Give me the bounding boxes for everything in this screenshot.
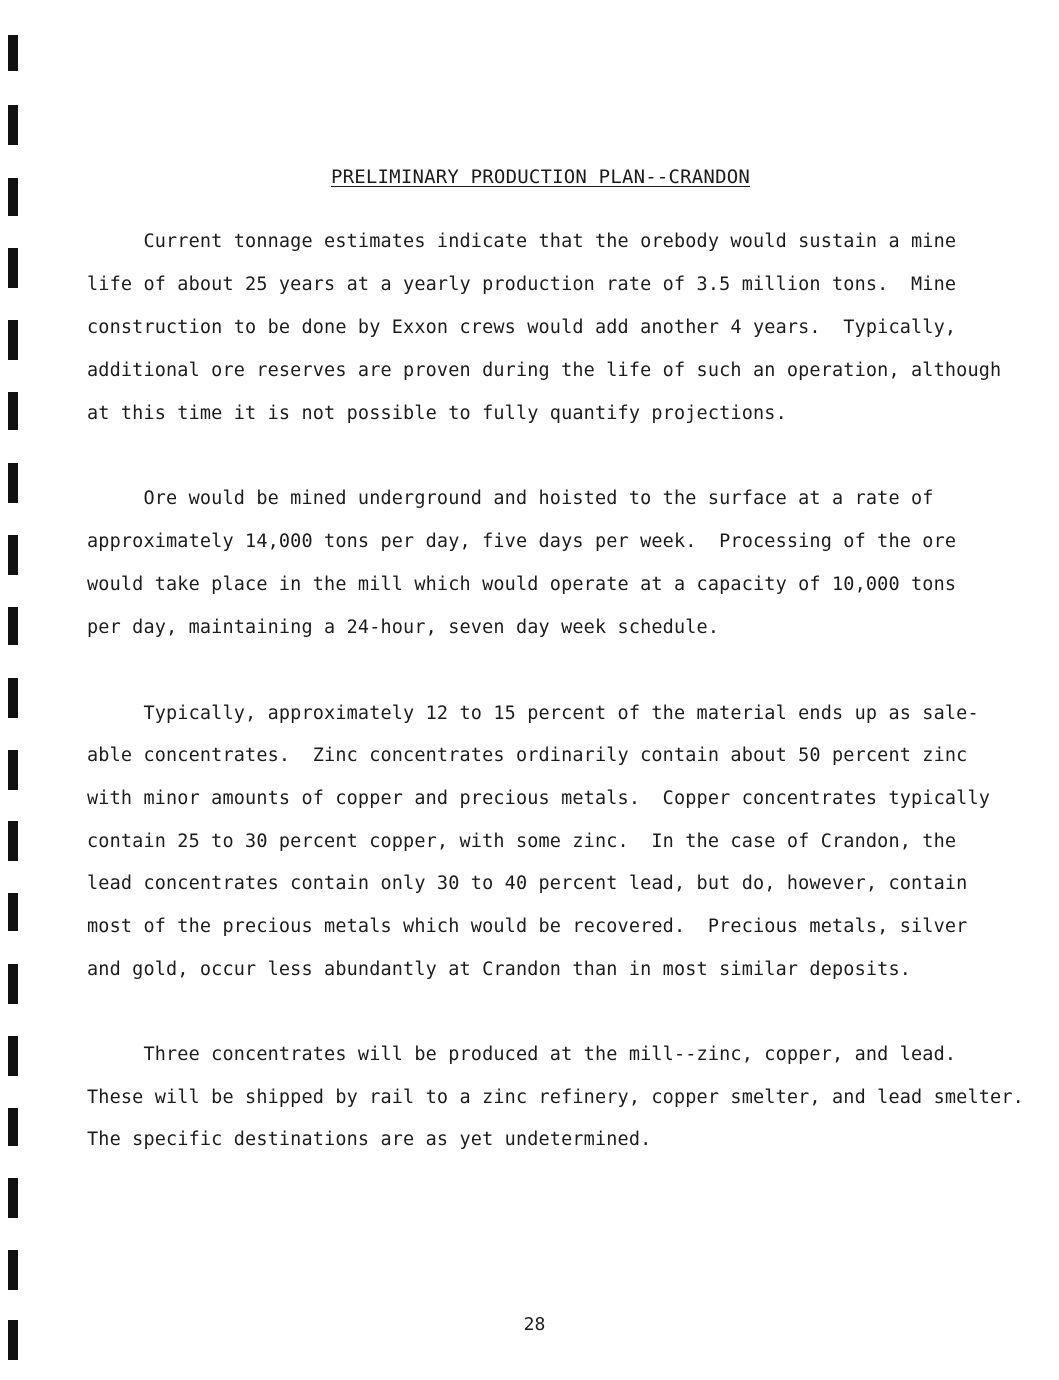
- binding-mark: [8, 1108, 18, 1146]
- text-line: Current tonnage estimates indicate that the orebody would sustain a mine: [87, 231, 957, 252]
- binding-mark: [8, 821, 18, 861]
- text-line: additional ore reserves are proven during the life of such an operation, although: [87, 360, 1002, 381]
- binding-mark: [8, 678, 18, 718]
- binding-mark: [8, 320, 18, 360]
- text-line: Three concentrates will be produced at the mill--zinc, copper, and lead.: [87, 1044, 957, 1065]
- binding-mark: [8, 750, 18, 790]
- text-line: able concentrates. Zinc concentrates ordinarily contain about 50 percent zinc: [87, 745, 968, 766]
- page-number: 28: [523, 1314, 546, 1335]
- binding-mark: [8, 105, 18, 145]
- binding-mark: [8, 964, 18, 1004]
- binding-mark: [8, 1178, 18, 1218]
- binding-mark: [8, 535, 18, 575]
- text-line: lead concentrates contain only 30 to 40 percent lead, but do, however, contain: [87, 873, 968, 894]
- binding-mark: [8, 248, 18, 288]
- text-line: contain 25 to 30 percent copper, with some zinc. In the case of Crandon, the: [87, 831, 957, 852]
- text-line: and gold, occur less abundantly at Crandon than in most similar deposits.: [87, 959, 912, 980]
- binding-mark: [8, 1250, 18, 1290]
- text-line: per day, maintaining a 24-hour, seven day week schedule.: [87, 617, 720, 638]
- page-title-text: PRELIMINARY PRODUCTION PLAN--CRANDON: [330, 166, 750, 188]
- text-line: construction to be done by Exxon crews would add another 4 years. Typically,: [87, 317, 957, 338]
- text-line: Typically, approximately 12 to 15 percent of the material ends up as sale-: [87, 703, 979, 724]
- binding-mark: [8, 392, 18, 430]
- page-title: [0, 166, 1059, 188]
- binding-marks: [8, 0, 20, 1380]
- text-line: with minor amounts of copper and precious metals. Copper concentrates typically: [87, 788, 991, 809]
- binding-mark: [8, 1036, 18, 1076]
- text-line: Ore would be mined underground and hoisted to the surface at a rate of: [87, 488, 934, 509]
- text-line: would take place in the mill which would operate at a capacity of 10,000 tons: [87, 574, 957, 595]
- text-line: The specific destinations are as yet undetermined.: [87, 1129, 652, 1150]
- text-line: at this time it is not possible to fully quantify projections.: [87, 403, 787, 424]
- binding-mark: [8, 893, 18, 931]
- text-line: life of about 25 years at a yearly production rate of 3.5 million tons. Mine: [87, 274, 957, 295]
- text-line: approximately 14,000 tons per day, five days per week. Processing of the ore: [87, 531, 957, 552]
- binding-mark: [8, 35, 18, 71]
- text-line: These will be shipped by rail to a zinc refinery, copper smelter, and lead smelter.: [87, 1087, 1024, 1108]
- binding-mark: [8, 463, 18, 503]
- binding-mark: [8, 607, 18, 645]
- text-line: most of the precious metals which would be recovered. Precious metals, silver: [87, 916, 968, 937]
